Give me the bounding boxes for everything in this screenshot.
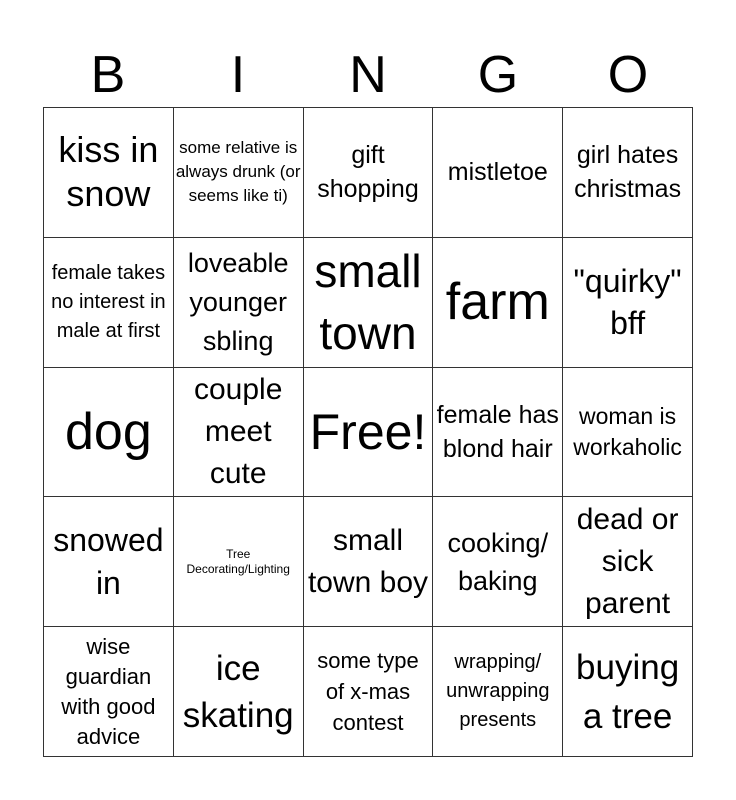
header-letter-g: G	[477, 46, 519, 104]
cell-text: snowed in	[53, 521, 164, 601]
bingo-cell[interactable]	[304, 238, 434, 368]
cell-text: gift shopping	[317, 141, 419, 204]
cell-text: Tree Decorating/Lighting	[186, 546, 290, 576]
bingo-cell[interactable]	[563, 108, 693, 238]
cell-text: woman is workaholic	[573, 402, 682, 460]
bingo-cell[interactable]	[174, 368, 304, 498]
bingo-cell[interactable]	[44, 497, 174, 627]
cell-text: cooking/ baking	[447, 527, 549, 596]
cell-text: Free!	[309, 403, 427, 460]
cell-text: ice skating	[182, 648, 294, 735]
bingo-cell[interactable]	[174, 238, 304, 368]
bingo-cell[interactable]	[563, 627, 693, 757]
cell-text: girl hates christmas	[574, 141, 682, 204]
bingo-cell[interactable]	[174, 627, 304, 757]
bingo-cell[interactable]	[44, 108, 174, 238]
header-letter-i: I	[230, 46, 246, 104]
cell-text: "quirky" bff	[573, 263, 682, 342]
bingo-grid	[43, 107, 693, 757]
header-letter-b: B	[90, 46, 126, 104]
header-letter-o: O	[607, 46, 649, 104]
bingo-cell[interactable]	[563, 497, 693, 627]
cell-text: female takes no interest in male at first	[51, 261, 166, 342]
cell-text: some type of x-mas contest	[317, 648, 419, 736]
bingo-cell[interactable]	[433, 238, 563, 368]
bingo-cell[interactable]	[433, 108, 563, 238]
bingo-cell[interactable]	[433, 497, 563, 627]
cell-text: small town	[314, 245, 422, 360]
cell-text: couple meet cute	[193, 373, 283, 490]
bingo-cell[interactable]	[304, 627, 434, 757]
bingo-cell[interactable]	[174, 108, 304, 238]
bingo-cell[interactable]	[304, 497, 434, 627]
bingo-cell[interactable]	[433, 368, 563, 498]
bingo-cell[interactable]	[563, 238, 693, 368]
header-letter-n: N	[349, 46, 387, 104]
cell-text: wrapping/ unwrapping presents	[446, 651, 550, 732]
bingo-cell[interactable]	[563, 368, 693, 498]
cell-text: farm	[445, 273, 550, 332]
cell-text: kiss in snow	[58, 129, 159, 215]
bingo-cell[interactable]	[304, 368, 434, 498]
bingo-cell[interactable]	[433, 627, 563, 757]
bingo-header	[43, 44, 693, 106]
bingo-cell[interactable]	[44, 627, 174, 757]
cell-text: female has blond hair	[436, 400, 559, 463]
cell-text: dog	[65, 402, 152, 461]
cell-text: dead or sick parent	[576, 502, 679, 620]
cell-text: mistletoe	[447, 157, 548, 186]
bingo-cell[interactable]	[44, 368, 174, 498]
bingo-cell[interactable]	[44, 238, 174, 368]
cell-text: loveable younger sbling	[187, 247, 289, 356]
cell-text: wise guardian with good advice	[61, 633, 156, 749]
cell-text: buying a tree	[576, 647, 680, 736]
cell-text: some relative is always drunk (or seems like ti)	[175, 138, 301, 206]
bingo-cell[interactable]	[174, 497, 304, 627]
bingo-cell[interactable]	[304, 108, 434, 238]
cell-text: small town boy	[307, 523, 429, 599]
